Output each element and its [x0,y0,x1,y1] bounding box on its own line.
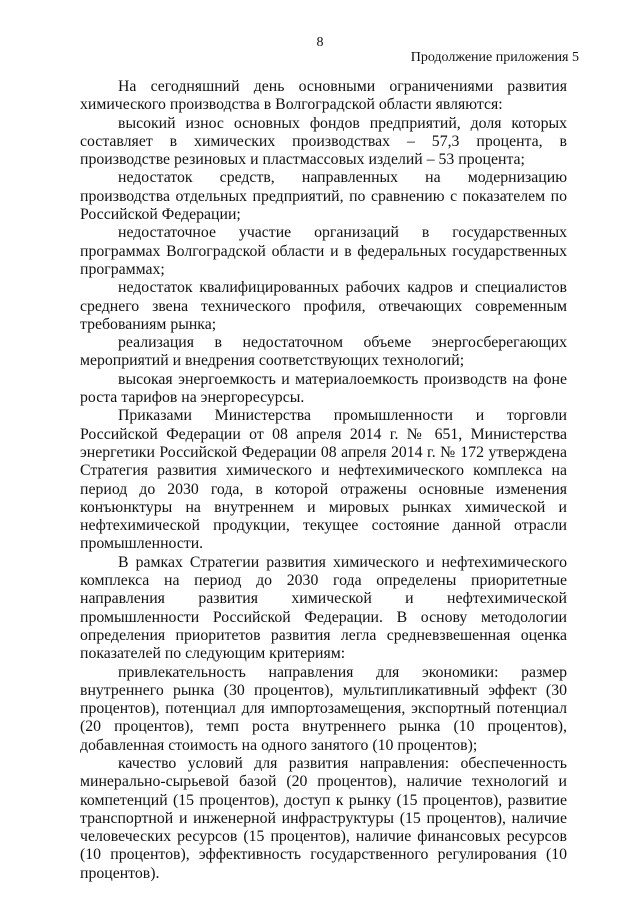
criterion-attractiveness: привлекательность направления для экономики: размер внутреннего рынка (30 процентов), мультипликативный эффект (30 процентов), потенциал для импортозамещения, экспортный потенциал (20 процентов), темп роста внутреннего рынка (10 процентов), добавленная стоимость на одного занятого (10 процентов); [80,663,567,754]
limitation-item-funding: недостаток средств, направленных на модернизацию производства отдельных предприятий, по сравнению с показателем по Российской Федерации; [80,169,567,224]
page-number: 8 [316,35,324,50]
criterion-conditions-quality: качество условий для развития направления: обеспеченность минерально-сырьевой базой (20 процентов), наличие технологий и компетенций (15 процентов), доступ к рынку (15 процентов), развитие транспортной и инженерной инфраструктуры (15 процентов), наличие человеческих ресурсов (15 процентов), наличие финансовых ресурсов (10 процентов), эффективность государственного регулирования (10 процентов). [80,754,567,882]
limitation-item-wear: высокий износ основных фондов предприятий, доля которых составляет в химических производствах – 57,3 процента, в производстве резиновых и пластмассовых изделий – 53 процента; [80,114,567,169]
appendix-continuation-note: Продолжение приложения 5 [410,50,579,65]
strategy-orders-paragraph: Приказами Министерства промышленности и торговли Российской Федерации от 08 апреля 2014 г. № 651, Министерства энергетики Российской Федерации 08 апреля 2014 г. № 172 утверждена Стратегия развития химического и нефтехимического комплекса на период до 2030 года, в которой отражены основные изменения конъюнктуры на внутреннем и мировых рынках химической и нефтехимической продукции, текущее состояние данной отрасли промышленности. [80,407,567,553]
limitation-item-energy-saving: реализация в недостаточном объеме энергосберегающих мероприятий и внедрения соответствующих технологий; [80,334,567,370]
intro-paragraph: На сегодняшний день основными ограничениями развития химического производства в Волгоградской области являются: [80,78,567,114]
document-body [80,78,567,883]
limitation-item-staff: недостаток квалифицированных рабочих кадров и специалистов среднего звена технического профиля, отвечающих современным требованиям рынка; [80,279,567,333]
limitation-item-energy-intensity: высокая энергоемкость и материалоемкость производств на фоне роста тарифов на энергоресурсы. [80,370,567,407]
strategy-priorities-paragraph: В рамках Стратегии развития химического и нефтехимического комплекса на период до 2030 года определены приоритетные направления развития химической и нефтехимической промышленности Российской Федерации. В основу методологии определения приоритетов развития легла средневзвешенная оценка показателей по следующим критериям: [80,553,567,663]
limitation-item-programs: недостаточное участие организаций в государственных программах Волгоградской области и в федеральных государственных программах; [80,224,567,278]
